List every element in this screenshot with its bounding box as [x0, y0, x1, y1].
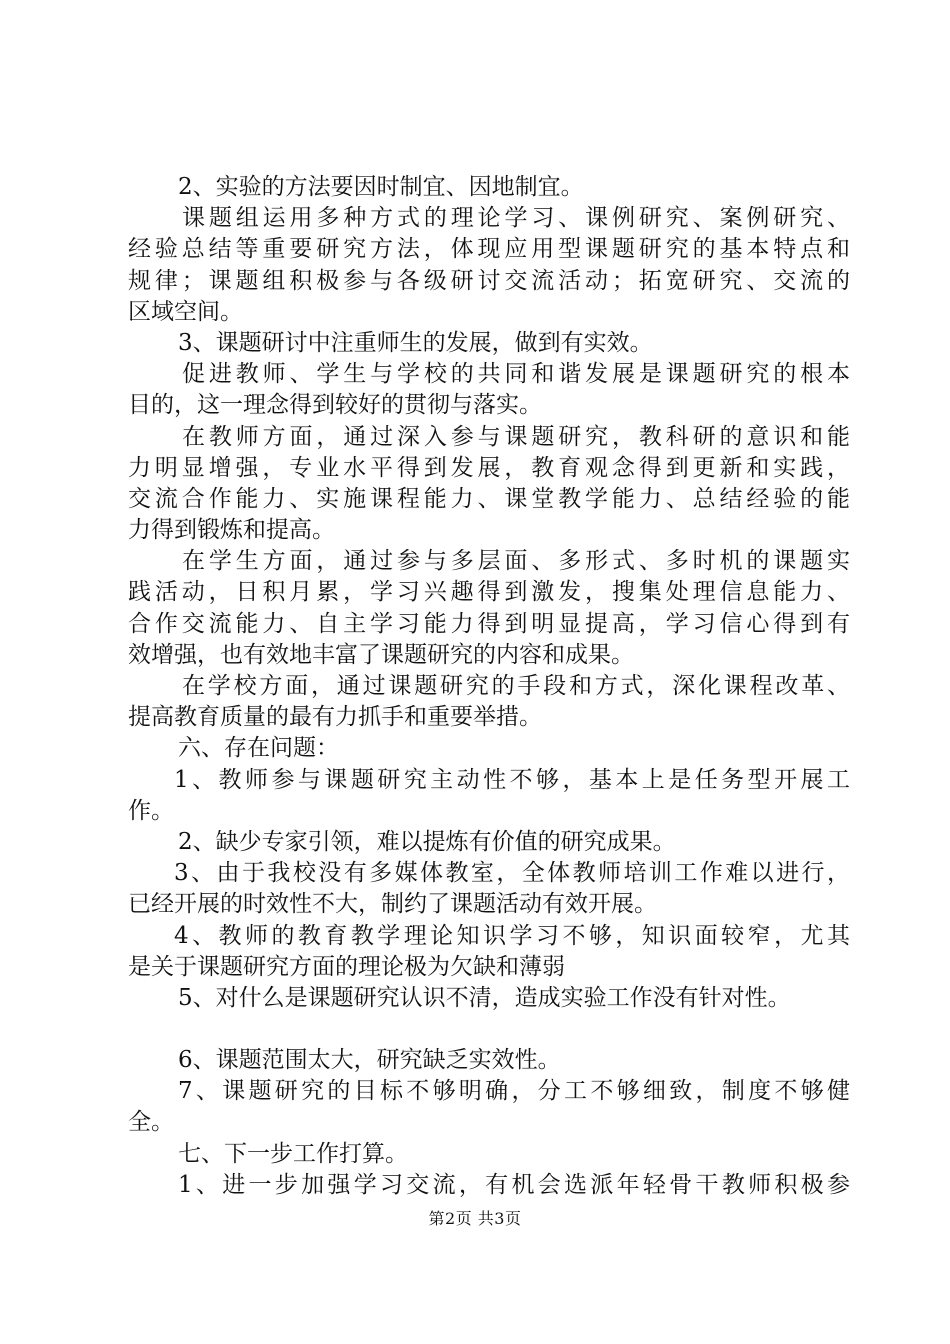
section-heading: 六、存在问题： — [178, 735, 339, 762]
paragraph-line: 经验总结等重要研究方法，体现应用型课题研究的基本特点和 — [128, 236, 850, 263]
paragraph-line: 在学生方面，通过参与多层面、多形式、多时机的课题实 — [182, 548, 850, 575]
paragraph-line: 效增强，也有效地丰富了课题研究的内容和成果。 — [128, 641, 634, 668]
paragraph-line: 6、课题范围太大，研究缺乏实效性。 — [178, 1047, 561, 1074]
paragraph-line: 提高教育质量的最有力抓手和重要举措。 — [128, 704, 542, 731]
paragraph-line: 规律；课题组积极参与各级研讨交流活动；拓宽研究、交流的 — [128, 267, 850, 294]
paragraph-line: 作。 — [128, 797, 174, 824]
paragraph-line: 是关于课题研究方面的理论极为欠缺和薄弱 — [128, 953, 565, 980]
paragraph-line: 全。 — [128, 1109, 174, 1136]
paragraph-line: 目的，这一理念得到较好的贯彻与落实。 — [128, 392, 542, 419]
paragraph-line: 1、进一步加强学习交流，有机会选派年轻骨干教师积极参 — [178, 1171, 850, 1198]
paragraph-line: 1、教师参与课题研究主动性不够，基本上是任务型开展工 — [174, 766, 850, 793]
section-heading: 七、下一步工作打算。 — [178, 1140, 408, 1167]
paragraph-line: 5、对什么是课题研究认识不清，造成实验工作没有针对性。 — [178, 984, 791, 1011]
paragraph-line: 在教师方面，通过深入参与课题研究，教科研的意识和能 — [182, 423, 850, 450]
paragraph-line: 已经开展的时效性不大，制约了课题活动有效开展。 — [128, 891, 657, 918]
paragraph-line: 合作交流能力、自主学习能力得到明显提高，学习信心得到有 — [128, 610, 850, 637]
document-body — [128, 172, 850, 1201]
paragraph-line: 践活动，日积月累，学习兴趣得到激发，搜集处理信息能力、 — [128, 579, 850, 606]
paragraph-line: 在学校方面，通过课题研究的手段和方式，深化课程改革、 — [182, 673, 850, 699]
paragraph-line: 课题组运用多种方式的理论学习、课例研究、案例研究、 — [182, 205, 850, 232]
paragraph-line: 力明显增强，专业水平得到发展，教育观念得到更新和实践， — [128, 454, 850, 481]
paragraph-line: 4、教师的教育教学理论知识学习不够，知识面较窄，尤其 — [174, 922, 850, 949]
paragraph-line: 促进教师、学生与学校的共同和谐发展是课题研究的根本 — [182, 361, 850, 388]
blank-line — [128, 1014, 850, 1045]
paragraph-line: 2、缺少专家引领，难以提炼有价值的研究成果。 — [178, 828, 676, 855]
paragraph-line: 2、实验的方法要因时制宜、因地制宜。 — [178, 174, 584, 200]
paragraph-line: 7、课题研究的目标不够明确，分工不够细致，制度不够健 — [178, 1078, 850, 1105]
paragraph-line: 力得到锻炼和提高。 — [128, 517, 335, 544]
paragraph-line: 3、课题研讨中注重师生的发展，做到有实效。 — [178, 329, 653, 356]
paragraph-line: 3、由于我校没有多媒体教室，全体教师培训工作难以进行， — [174, 860, 850, 887]
paragraph-line: 交流合作能力、实施课程能力、课堂教学能力、总结经验的能 — [128, 485, 850, 512]
paragraph-line: 区域空间。 — [128, 298, 243, 325]
page-footer: 第2页 共3页 — [428, 1209, 522, 1228]
